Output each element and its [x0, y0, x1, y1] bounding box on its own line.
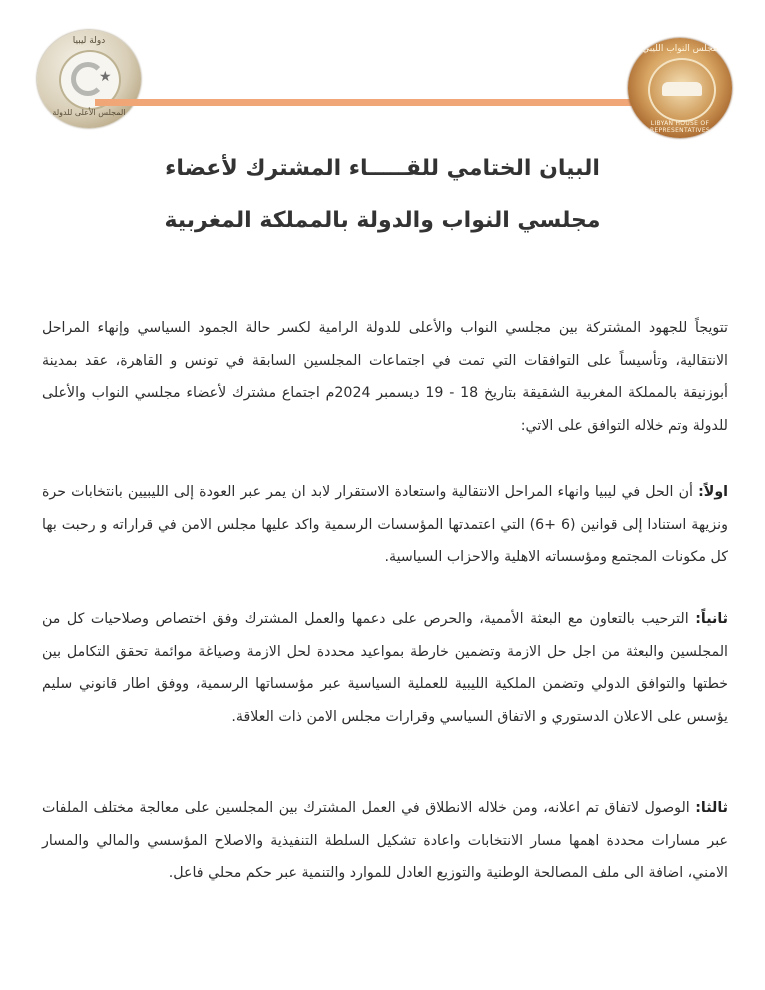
house-of-representatives-seal	[628, 38, 732, 138]
high-council-of-state-seal	[37, 30, 141, 128]
section-second-text: الترحيب بالتعاون مع البعثة الأممية، والحرص على دعمها والعمل المشترك وفق اختصاص وصلاحيات كل من المجلسين والبعثة من اجل حل الازمة وتضمين خارطة بمواعيد محددة لحل الازمة وصياغة موائمة تحقق التكامل بين خطتها والتوافق الدولي وتضمن الملكية الليبية للعملية السياسية عبر مؤسساتها الرسمية، ووفق اطار قانوني سليم يؤسس على الاعلان الدستوري و الاتفاق السياسي وقرارات مجلس الامن ذات العلاقة.	[42, 611, 728, 725]
seal-top-text: دولة ليبيا	[72, 36, 106, 46]
parliament-dome-emblem-icon	[648, 58, 716, 122]
seal-top-text: مجلس النواب الليبي	[642, 44, 718, 54]
letterhead	[0, 0, 765, 140]
header-divider	[95, 99, 635, 106]
intro-paragraph: تتويجاً للجهود المشتركة بين مجلسي النواب والأعلى للدولة الرامية لكسر حالة الجمود السياسي وإنهاء المراحل الانتقالية، وتأسيساً على التوافقات التي تمت في اجتماعات المجلسين السابقة في تونس و القاهرة، عقد بمدينة أبوزنيقة بالمملكة المغربية الشقيقة بتاريخ 18 - 19 ديسمبر 2024م اجتماع مشترك لأعضاء مجلسي النواب والأعلى للدولة وتم خلاله التوافق على الاتي:	[42, 320, 728, 434]
seal-bottom-text: LIBYAN HOUSE OF REPRESENTATIVES	[649, 120, 711, 134]
section-third-lead: ثالثا:	[695, 800, 728, 817]
section-third	[42, 792, 728, 890]
seal-bottom-text: المجلس الأعلى للدولة	[52, 108, 126, 117]
dome-icon	[662, 82, 702, 96]
section-first-lead: اولاً:	[698, 484, 728, 501]
section-second	[42, 603, 728, 733]
star-icon: ★	[99, 69, 112, 85]
document-title-line-2: مجلسي النواب والدولة بالمملكة المغربية	[164, 208, 601, 233]
section-second-lead: ثانياً:	[695, 611, 728, 628]
section-first-text: أن الحل في ليبيا وانهاء المراحل الانتقالية واستعادة الاستقرار لابد ان يمر عبر العودة إلى الليبيين بانتخابات حرة ونزيهة استنادا إلى قوانين (6 +6) التي اعتمدتها المؤسسات الرسمية واكد عليها مجلس الامن في قراراته و رحبت بها كل مكونات المجتمع ومؤسساته الاهلية والاحزاب السياسية.	[42, 484, 728, 566]
document-title-line-1: البيان الختامي للقـــــاء المشترك لأعضاء	[165, 156, 600, 181]
section-first	[42, 476, 728, 574]
section-third-text: الوصول لاتفاق تم اعلانه، ومن خلاله الانطلاق في العمل المشترك بين المجلسين على معالجة مختلف الملفات عبر مسارات محددة اهمها مسار الانتخابات واعادة تشكيل السلطة التنفيذية والاصلاح المؤسسي والمالي والمسار الامني، اضافة الى ملف المصالحة الوطنية والتوزيع العادل للموارد والتنمية عبر حكم محلي فاعل.	[42, 800, 728, 882]
